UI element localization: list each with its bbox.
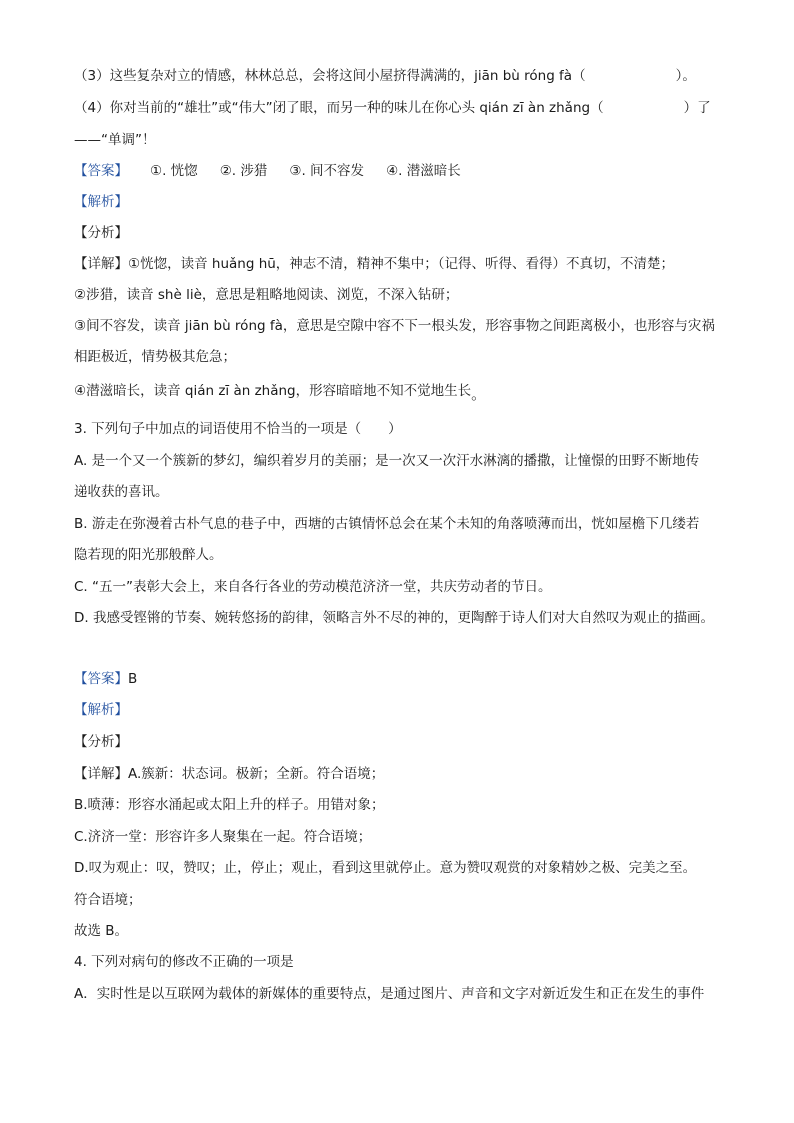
q2-item3-text: （3）这些复杂对立的情感，林林总总，会将这间小屋挤得满满的，jiān bù róng fà（ <box>74 68 586 84</box>
q2-item4 <box>74 98 711 118</box>
q3-detail-label: 【详解】 <box>74 766 128 782</box>
q3-option-d: D. 我感受铿锵的节奏、婉转悠扬的韵律，领略言外不尽的神的，更陶醉于诗人们对大自然叹为观止的描画。 <box>74 610 714 626</box>
q2-detail-line-3: ③间不容发，读音 jiān bù róng fà，意思是空隙中容不下一根头发，形容事物之间距离极小，也形容与灾祸 <box>74 318 715 334</box>
q2-item3 <box>74 66 696 86</box>
q2-answer-label: 【答案】 <box>74 163 128 179</box>
q3-option-c: C. “五一”表彰大会上，来自各行各业的劳动模范济济一堂，共庆劳动者的节日。 <box>74 579 552 595</box>
q3-detail-text-1: A.簇新：状态词。极新；全新。符合语境； <box>128 766 385 782</box>
q3-answer-label: 【答案】 <box>74 671 128 687</box>
q3-detail-line-4: D.叹为观止：叹，赞叹；止，停止；观止，看到这里就停止。意为赞叹观赏的对象精妙之极、完美之至。 <box>74 860 697 876</box>
q2-detail-line-5 <box>74 380 486 401</box>
q2-answer-2: ②. 涉猎 <box>219 163 268 179</box>
q4-stem: 4. 下列对病句的修改不正确的一项是 <box>74 954 294 970</box>
q4-option-a: A．实时性是以互联网为载体的新媒体的重要特点，是通过图片、声音和文字对新近发生和正在发生的事件 <box>74 986 705 1002</box>
q3-analysis-label: 【解析】 <box>74 702 128 718</box>
q2-item4-close: ）了 <box>683 100 711 116</box>
q2-detail-line-2: ②涉猎，读音 shè liè，意思是粗略地阅读、浏览，不深入钻研； <box>74 287 459 303</box>
q2-detail-end-mark: 。 <box>471 385 487 403</box>
q2-analysis-label: 【解析】 <box>74 194 128 210</box>
q3-answer: B <box>128 671 138 687</box>
q3-option-a-2: 递收获的喜讯。 <box>74 484 169 500</box>
q3-detail-line-5: 符合语境； <box>74 892 142 908</box>
q2-detail-text-1: ①恍惚，读音 huǎng hū，神志不清，精神不集中；（记得、听得、看得）不真切，不清楚； <box>128 256 675 272</box>
q3-option-a-1: A. 是一个又一个簇新的梦幻，编织着岁月的美丽；是一次又一次汗水淋漓的播撒，让憧憬的田野不断地传 <box>74 453 700 469</box>
q3-fenxi-label: 【分析】 <box>74 734 128 750</box>
q2-item3-close: ）。 <box>675 68 696 84</box>
q2-answer-3: ③. 间不容发 <box>289 163 365 179</box>
q2-detail-line-4: 相距极近，情势极其危急； <box>74 349 236 365</box>
q2-fenxi-label: 【分析】 <box>74 225 128 241</box>
q2-detail-label: 【详解】 <box>74 256 128 272</box>
q2-item4-continuation: ——“单调”！ <box>74 132 156 148</box>
q3-detail-line-6: 故选 B。 <box>74 923 129 939</box>
q3-option-b-2: 隐若现的阳光那般醉人。 <box>74 547 223 563</box>
q3-detail-line-2: B.喷薄：形容水涌起或太阳上升的样子。用错对象； <box>74 797 385 813</box>
q2-item4-text: （4）你对当前的“雄壮”或“伟大”闭了眼，而另一种的味儿在你心头 qián zī àn zhǎng（ <box>74 100 604 116</box>
q2-detail-line-1 <box>74 254 674 274</box>
q3-answer-row <box>74 669 137 689</box>
q2-answer-row <box>74 161 461 181</box>
q2-answer-1: ①. 恍惚 <box>150 163 198 179</box>
q2-answer-4: ④. 潜滋暗长 <box>386 163 461 179</box>
q3-option-b-1: B. 游走在弥漫着古朴气息的巷子中，西塘的古镇情怀总会在某个未知的角落喷薄而出，恍如屋檐下几缕若 <box>74 516 700 532</box>
q3-detail-line-1 <box>74 764 384 784</box>
q3-detail-line-3: C.济济一堂：形容许多人聚集在一起。符合语境； <box>74 829 372 845</box>
q2-detail-text-5: ④潜滋暗长，读音 qián zī àn zhǎng，形容暗暗地不知不觉地生长 <box>74 383 472 399</box>
q3-stem: 3. 下列句子中加点的词语使用不恰当的一项是（ ） <box>74 421 402 437</box>
